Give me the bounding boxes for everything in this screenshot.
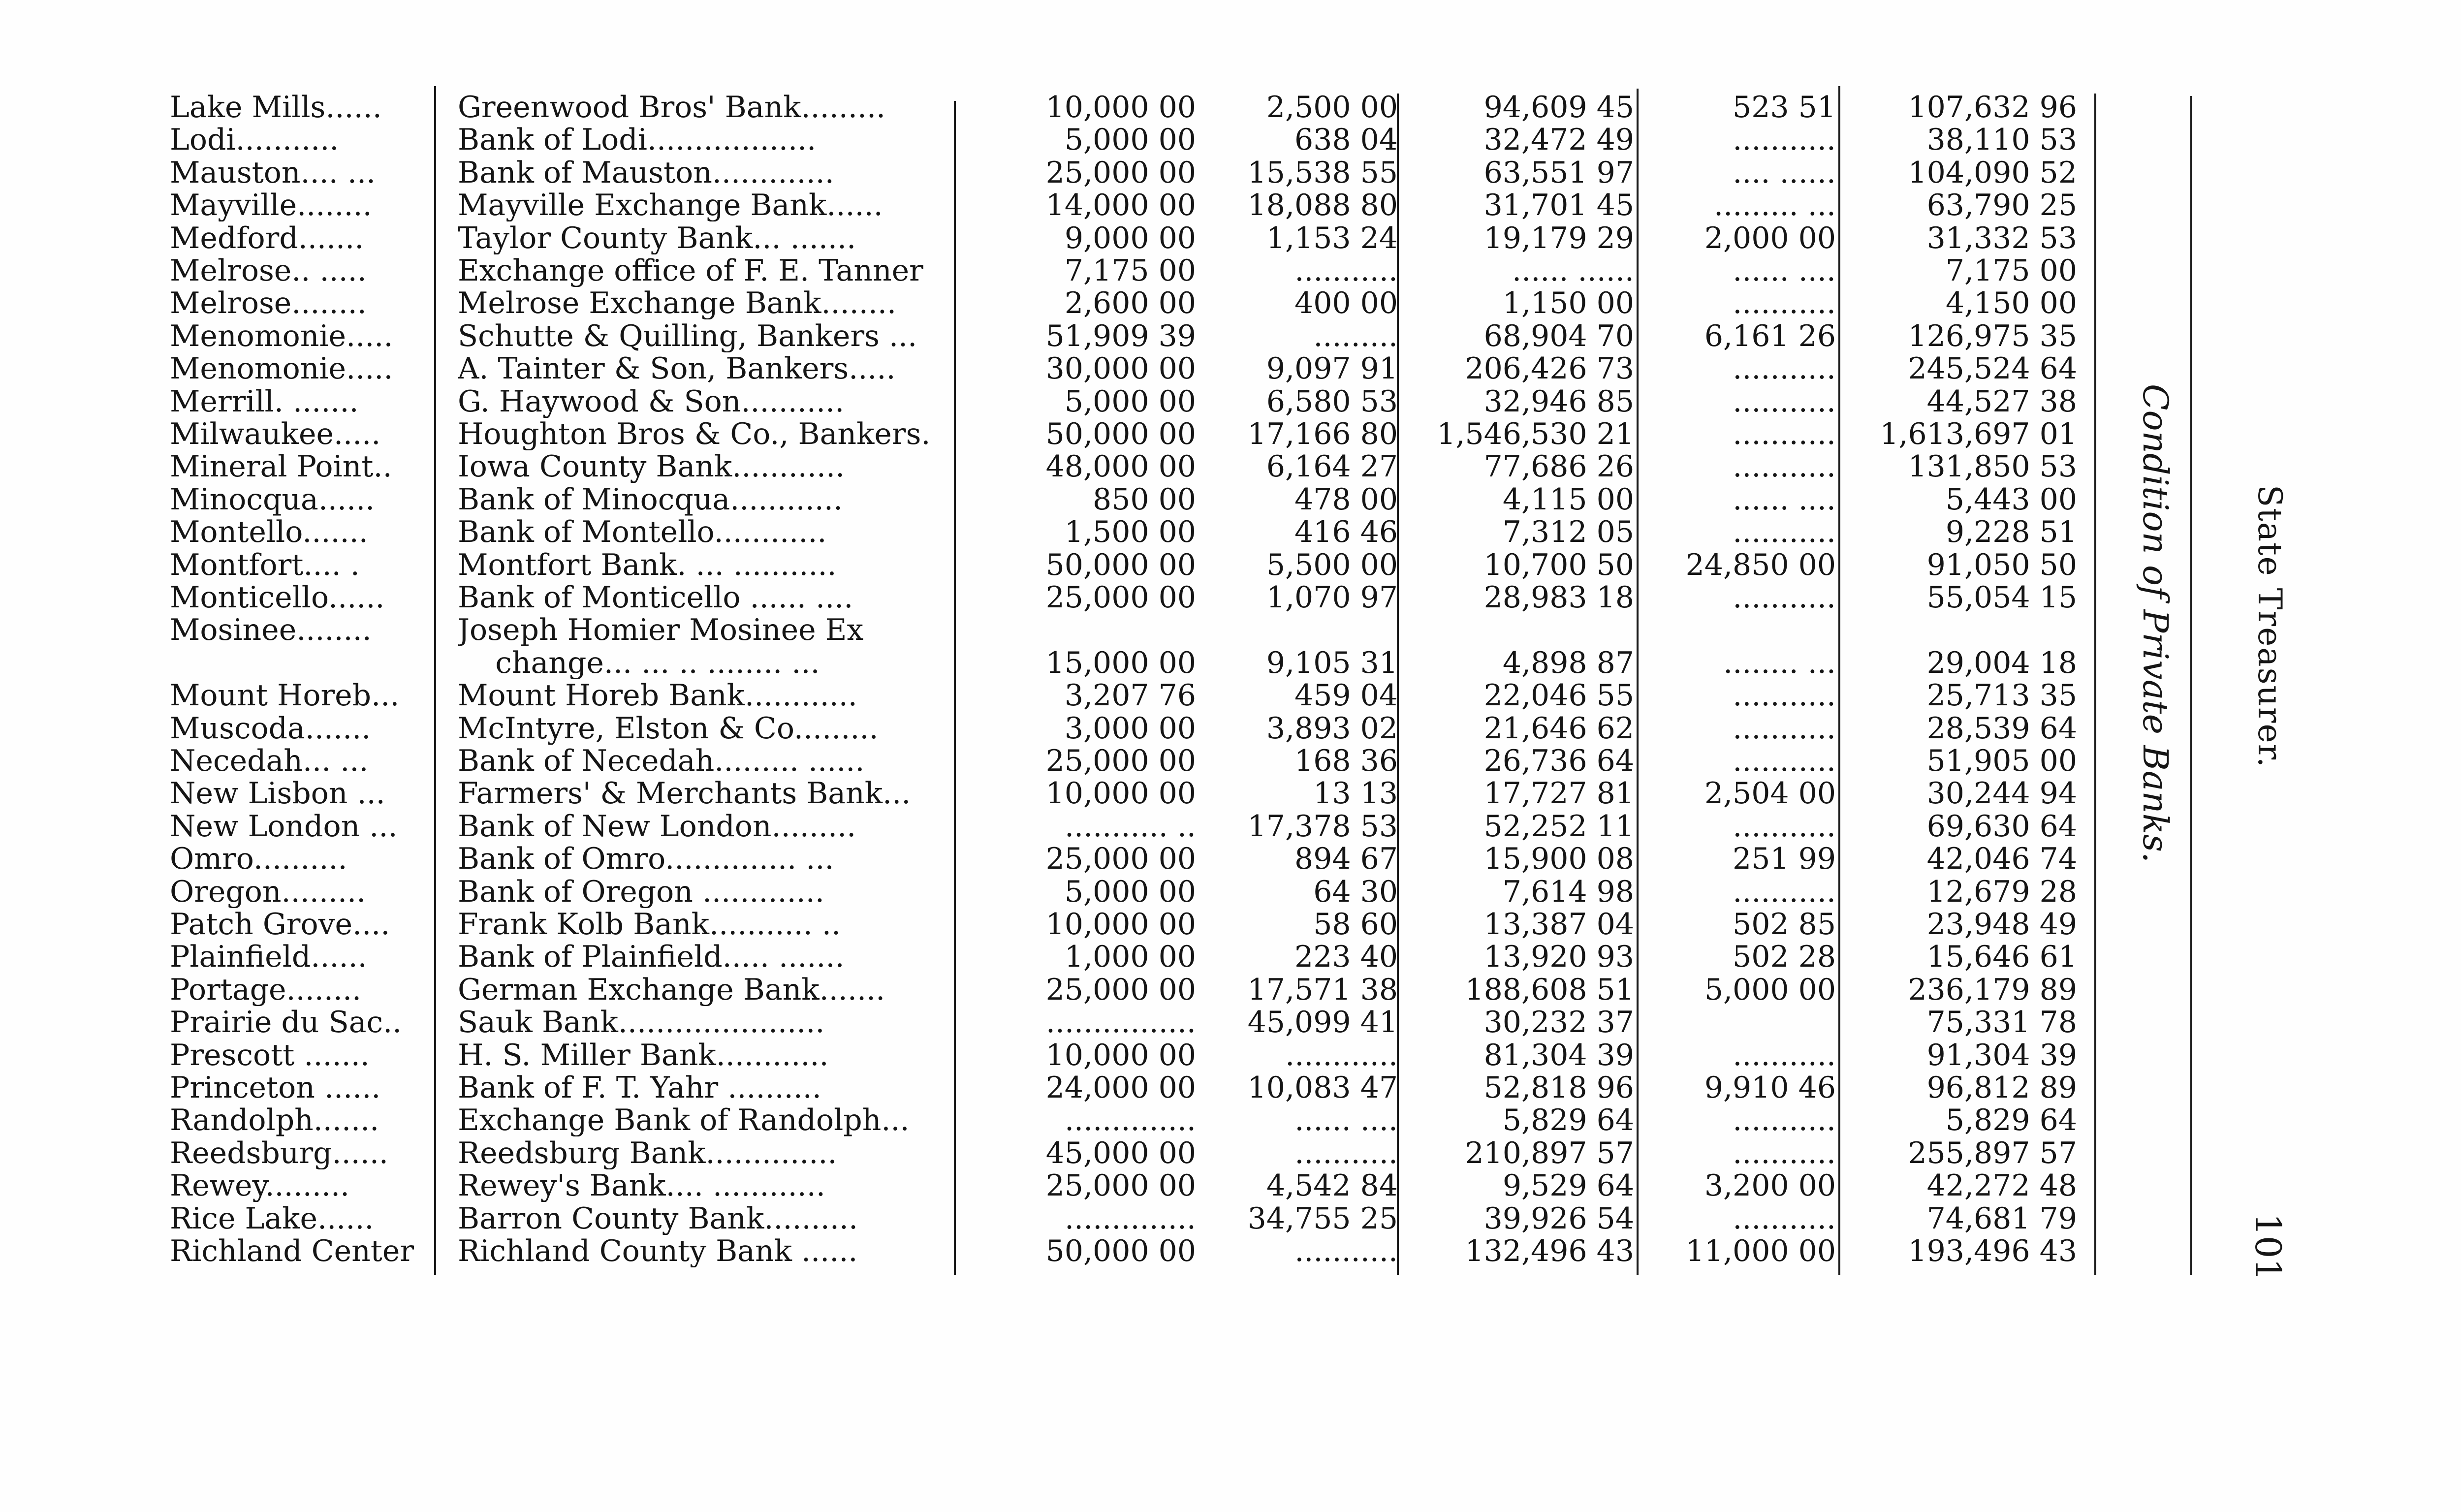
amount-col1-cell: .............. <box>1064 1103 1196 1138</box>
total-cell: 193,496 43 <box>1908 1234 2077 1268</box>
bank-name-cell: Joseph Homier Mosinee Ex <box>458 614 864 647</box>
amount-col1-cell: 9,000 00 <box>1064 220 1196 255</box>
table-row <box>0 189 2116 221</box>
amount-col4-cell: 2,000 00 <box>1704 220 1836 255</box>
amount-col4-cell: 2,504 00 <box>1704 776 1836 811</box>
total-cell: 42,272 48 <box>1926 1168 2077 1203</box>
amount-col1-cell: 14,000 00 <box>1045 188 1196 223</box>
total-cell: 31,332 53 <box>1926 220 2077 255</box>
total-cell: 30,244 94 <box>1926 776 2077 811</box>
bank-name-cell: Frank Kolb Bank........... .. <box>458 908 841 941</box>
bank-name-cell: Mount Horeb Bank............ <box>458 679 857 712</box>
table-row <box>0 941 2116 973</box>
amount-col2-cell: 3,893 02 <box>1266 711 1398 746</box>
amount-col3-cell: 26,736 64 <box>1483 744 1634 778</box>
amount-col4-cell: 11,000 00 <box>1685 1234 1836 1268</box>
amount-col2-cell: 15,538 55 <box>1247 155 1398 190</box>
bank-name-cell: Bank of F. T. Yahr .......... <box>458 1071 821 1104</box>
amount-col1-cell: 24,000 00 <box>1045 1071 1196 1105</box>
bank-name-cell: Taylor County Bank... ....... <box>458 221 856 254</box>
amount-col1-cell: 10,000 00 <box>1045 776 1196 811</box>
total-cell: 91,050 50 <box>1926 547 2077 582</box>
town-cell: Mosinee........ <box>170 614 372 647</box>
amount-col2-cell: 4,542 84 <box>1266 1168 1398 1203</box>
amount-col3-cell: 94,609 45 <box>1483 90 1634 125</box>
amount-col2-cell: 459 04 <box>1294 678 1398 713</box>
page-number: 101 <box>2247 1213 2289 1281</box>
table-row <box>0 1137 2116 1169</box>
bank-name-cell: Melrose Exchange Bank........ <box>458 287 897 320</box>
bank-name-cell: Reedsburg Bank.............. <box>458 1136 837 1169</box>
amount-col3-cell: 1,546,530 21 <box>1437 417 1634 451</box>
amount-col3-cell: 32,946 85 <box>1483 384 1634 419</box>
amount-col1-cell: 25,000 00 <box>1045 972 1196 1007</box>
table-row <box>0 1169 2116 1202</box>
total-cell: 131,850 53 <box>1908 449 2077 484</box>
amount-col4-cell: 251 99 <box>1733 842 1836 877</box>
amount-col4-cell: ........... <box>1733 1201 1836 1236</box>
total-cell: 44,527 38 <box>1926 384 2077 419</box>
amount-col1-cell: 30,000 00 <box>1045 351 1196 386</box>
amount-col1-cell: 850 00 <box>1093 482 1196 517</box>
town-cell: Patch Grove.... <box>170 908 390 941</box>
town-cell: Mineral Point.. <box>170 450 392 483</box>
amount-col4-cell: 6,161 26 <box>1704 318 1836 353</box>
amount-col4-cell: ........... <box>1733 417 1836 451</box>
bank-name-cell: G. Haywood & Son........... <box>458 385 845 418</box>
table-row <box>0 1104 2116 1136</box>
table-row <box>0 810 2116 843</box>
amount-col1-cell: 25,000 00 <box>1045 155 1196 190</box>
amount-col3-cell: 5,829 64 <box>1502 1103 1634 1138</box>
bank-name-cell: Barron County Bank.......... <box>458 1202 858 1235</box>
town-cell: Rewey......... <box>170 1169 350 1202</box>
amount-col1-cell: 25,000 00 <box>1045 580 1196 615</box>
amount-col3-cell: 77,686 26 <box>1483 449 1634 484</box>
bank-name-cell: Sauk Bank...................... <box>458 1006 825 1039</box>
amount-col4-cell: 502 85 <box>1733 907 1836 942</box>
amount-col1-cell: 1,500 00 <box>1064 515 1196 550</box>
amount-col4-cell: 3,200 00 <box>1704 1168 1836 1203</box>
table-row <box>0 483 2116 516</box>
town-cell: Reedsburg...... <box>170 1136 388 1169</box>
total-cell: 126,975 35 <box>1908 318 2077 353</box>
table-row <box>0 1235 2116 1267</box>
table-row <box>0 124 2116 156</box>
amount-col1-cell: 5,000 00 <box>1064 874 1196 909</box>
amount-col4-cell: ...... .... <box>1733 253 1836 288</box>
town-cell: Prairie du Sac.. <box>170 1006 402 1039</box>
amount-col2-cell: 223 40 <box>1294 940 1398 975</box>
amount-col4-cell: ........... <box>1733 384 1836 419</box>
amount-col2-cell: 64 30 <box>1313 874 1398 909</box>
amount-col2-cell: 1,070 97 <box>1266 580 1398 615</box>
town-cell: Necedah... ... <box>170 745 369 777</box>
table-row <box>0 777 2116 810</box>
amount-col3-cell: 32,472 49 <box>1483 123 1634 158</box>
bank-name-cell: Bank of New London......... <box>458 810 856 843</box>
amount-col2-cell: ........... <box>1294 1234 1398 1268</box>
table-row <box>0 1039 2116 1071</box>
amount-col3-cell: 4,898 87 <box>1502 645 1634 680</box>
table-row <box>0 679 2116 712</box>
table-row <box>0 418 2116 450</box>
amount-col2-cell: 45,099 41 <box>1247 1005 1398 1040</box>
amount-col1-cell: .............. <box>1064 1201 1196 1236</box>
town-cell: Melrose........ <box>170 287 367 320</box>
table-row <box>0 876 2116 908</box>
amount-col3-cell: 4,115 00 <box>1502 482 1634 517</box>
amount-col2-cell: 9,105 31 <box>1266 645 1398 680</box>
amount-col2-cell: 400 00 <box>1294 286 1398 321</box>
town-cell: Mount Horeb... <box>170 679 400 712</box>
town-cell: Randolph....... <box>170 1104 379 1137</box>
bank-name-cell: Schutte & Quilling, Bankers ... <box>458 319 917 352</box>
table-row <box>0 647 2116 679</box>
town-cell: Princeton ...... <box>170 1071 381 1104</box>
table-row <box>0 320 2116 352</box>
amount-col4-cell <box>1641 614 1836 646</box>
amount-col2-cell: 478 00 <box>1294 482 1398 517</box>
town-cell: Menomonie..... <box>170 352 393 385</box>
amount-col3-cell: ...... ...... <box>1512 253 1634 288</box>
amount-col1-cell: 25,000 00 <box>1045 744 1196 778</box>
bank-name-cell: Montfort Bank. ... ........... <box>458 548 837 581</box>
table-row <box>0 516 2116 548</box>
town-cell: New Lisbon ... <box>170 777 385 810</box>
amount-col2-cell: 638 04 <box>1294 123 1398 158</box>
amount-col3-cell: 7,614 98 <box>1502 874 1634 909</box>
total-cell: 25,713 35 <box>1926 678 2077 713</box>
total-cell: 104,090 52 <box>1908 155 2077 190</box>
bank-name-cell: Bank of Minocqua............ <box>458 483 843 516</box>
amount-col1-cell: ........... .. <box>1064 809 1196 844</box>
total-cell: 12,679 28 <box>1926 874 2077 909</box>
amount-col3-cell: 81,304 39 <box>1483 1038 1634 1072</box>
table-row <box>0 450 2116 483</box>
amount-col3-cell: 17,727 81 <box>1483 776 1634 811</box>
amount-col3-cell: 52,252 11 <box>1483 809 1634 844</box>
amount-col3-cell: 15,900 08 <box>1483 842 1634 877</box>
amount-col4-cell: ........... <box>1733 1135 1836 1170</box>
amount-col2-cell: 5,500 00 <box>1266 547 1398 582</box>
total-cell <box>1851 614 2077 646</box>
amount-col2-cell: 168 36 <box>1294 744 1398 778</box>
amount-col2-cell: 13 13 <box>1313 776 1398 811</box>
bank-name-cell: Bank of Plainfield..... ....... <box>458 941 845 974</box>
table-row <box>0 745 2116 777</box>
table-row <box>0 908 2116 941</box>
amount-col1-cell: 50,000 00 <box>1045 1234 1196 1268</box>
table-row <box>0 974 2116 1006</box>
amount-col4-cell: 5,000 00 <box>1704 972 1836 1007</box>
amount-col3-cell: 39,926 54 <box>1483 1201 1634 1236</box>
running-head: State Treasurer. <box>2251 485 2289 768</box>
amount-col2-cell: 17,571 38 <box>1247 972 1398 1007</box>
town-cell: New London ... <box>170 810 398 843</box>
town-cell: Medford....... <box>170 221 364 254</box>
amount-col3-cell <box>1408 614 1634 646</box>
header-rule <box>2190 96 2192 1275</box>
town-cell: Mayville........ <box>170 189 372 222</box>
total-cell: 75,331 78 <box>1926 1005 2077 1040</box>
amount-col4-cell: ........... <box>1733 449 1836 484</box>
amount-col2-cell: 894 67 <box>1294 842 1398 877</box>
amount-col1-cell: 48,000 00 <box>1045 449 1196 484</box>
amount-col4-cell: ........... <box>1733 123 1836 158</box>
total-cell: 107,632 96 <box>1908 90 2077 125</box>
amount-col3-cell: 132,496 43 <box>1465 1234 1634 1268</box>
amount-col3-cell: 28,983 18 <box>1483 580 1634 615</box>
table-row <box>0 385 2116 418</box>
amount-col1-cell: 1,000 00 <box>1064 940 1196 975</box>
amount-col2-cell: 17,378 53 <box>1247 809 1398 844</box>
amount-col1-cell: 10,000 00 <box>1045 907 1196 942</box>
amount-col2-cell: 9,097 91 <box>1266 351 1398 386</box>
amount-col2-cell: 58 60 <box>1313 907 1398 942</box>
bank-name-cell: Bank of Lodi.................. <box>458 124 817 157</box>
amount-col4-cell: ........... <box>1733 580 1836 615</box>
amount-col3-cell: 30,232 37 <box>1483 1005 1634 1040</box>
total-cell: 7,175 00 <box>1945 253 2077 288</box>
bank-name-cell: Greenwood Bros' Bank......... <box>458 91 886 124</box>
amount-col1-cell: 25,000 00 <box>1045 842 1196 877</box>
table-heading: Condition of Private Banks. <box>2135 384 2176 863</box>
town-cell: Minocqua...... <box>170 483 375 516</box>
table-row <box>0 222 2116 254</box>
total-cell: 15,646 61 <box>1926 940 2077 975</box>
amount-col3-cell: 68,904 70 <box>1483 318 1634 353</box>
total-cell: 1,613,697 01 <box>1880 417 2077 451</box>
amount-col4-cell: ........ ... <box>1723 645 1836 680</box>
town-cell: Lake Mills...... <box>170 91 382 124</box>
amount-col4-cell: ......... ... <box>1714 188 1836 223</box>
total-cell: 255,897 57 <box>1908 1135 2077 1170</box>
table-row <box>0 581 2116 614</box>
amount-col4-cell: ........... <box>1733 711 1836 746</box>
bank-name-cell: Richland County Bank ...... <box>458 1235 858 1267</box>
table-row <box>0 1202 2116 1235</box>
bank-name-cell: Rewey's Bank.... ............ <box>458 1169 825 1202</box>
amount-col2-cell: 6,580 53 <box>1266 384 1398 419</box>
amount-col3-cell: 21,646 62 <box>1483 711 1634 746</box>
amount-col1-cell: 10,000 00 <box>1045 90 1196 125</box>
amount-col3-cell: 13,920 93 <box>1483 940 1634 975</box>
total-cell: 55,054 15 <box>1926 580 2077 615</box>
amount-col4-cell: ........... <box>1733 1103 1836 1138</box>
total-cell: 236,179 89 <box>1908 972 2077 1007</box>
amount-col1-cell: 50,000 00 <box>1045 547 1196 582</box>
amount-col4-cell: 24,850 00 <box>1685 547 1836 582</box>
table-row <box>0 712 2116 745</box>
amount-col2-cell: ...... .... <box>1294 1103 1398 1138</box>
bank-name-cell: German Exchange Bank....... <box>458 973 885 1006</box>
amount-col3-cell: 206,426 73 <box>1465 351 1634 386</box>
table-row <box>0 1071 2116 1104</box>
amount-col3-cell: 52,818 96 <box>1483 1071 1634 1105</box>
amount-col3-cell: 210,897 57 <box>1465 1135 1634 1170</box>
amount-col4-cell: ...... .... <box>1733 482 1836 517</box>
table-row <box>0 157 2116 189</box>
bank-name-cell: Iowa County Bank............ <box>458 450 845 483</box>
bank-name-cell: Houghton Bros & Co., Bankers. <box>458 418 931 450</box>
amount-col2-cell: ........... <box>1294 1135 1398 1170</box>
total-cell: 91,304 39 <box>1926 1038 2077 1072</box>
amount-col1-cell: ................ <box>1045 1005 1196 1040</box>
amount-col1-cell: 10,000 00 <box>1045 1038 1196 1072</box>
amount-col1-cell: 3,207 76 <box>1064 678 1196 713</box>
total-cell: 245,524 64 <box>1908 351 2077 386</box>
amount-col2-cell: ............ <box>1285 1038 1398 1072</box>
amount-col4-cell: ........... <box>1733 874 1836 909</box>
town-cell: Milwaukee..... <box>170 418 381 450</box>
town-cell: Montfort.... . <box>170 548 360 581</box>
table-row <box>0 1006 2116 1039</box>
bank-name-cell: Exchange Bank of Randolph... <box>458 1104 910 1137</box>
amount-col3-cell: 188,608 51 <box>1465 972 1634 1007</box>
amount-col2-cell: 6,164 27 <box>1266 449 1398 484</box>
bank-name-cell: Farmers' & Merchants Bank... <box>458 777 911 810</box>
amount-col1-cell: 5,000 00 <box>1064 384 1196 419</box>
table-row <box>0 843 2116 875</box>
town-cell: Monticello...... <box>170 581 385 614</box>
bank-name-cell: Bank of Monticello ...... .... <box>458 581 853 614</box>
amount-col1-cell: 2,600 00 <box>1064 286 1196 321</box>
amount-col3-cell: 1,150 00 <box>1502 286 1634 321</box>
bank-name-cell: Bank of Montello............ <box>458 516 827 549</box>
amount-col2-cell: 18,088 80 <box>1247 188 1398 223</box>
town-cell: Mauston.... ... <box>170 156 376 189</box>
amount-col4-cell: ........... <box>1733 286 1836 321</box>
amount-col3-cell: 22,046 55 <box>1483 678 1634 713</box>
total-cell: 23,948 49 <box>1926 907 2077 942</box>
bank-name-cell: H. S. Miller Bank............ <box>458 1039 829 1071</box>
bank-name-cell: change... ... .. ........ ... <box>458 646 820 679</box>
amount-col2-cell: 1,153 24 <box>1266 220 1398 255</box>
town-cell: Muscoda....... <box>170 712 371 745</box>
bank-name-cell: Bank of Mauston............. <box>458 156 834 189</box>
town-cell: Menomonie..... <box>170 319 393 352</box>
amount-col1-cell: 7,175 00 <box>1064 253 1196 288</box>
amount-col1-cell: 5,000 00 <box>1064 123 1196 158</box>
amount-col4-cell: 523 51 <box>1733 90 1836 125</box>
total-cell: 69,630 64 <box>1926 809 2077 844</box>
amount-col4-cell: .... ...... <box>1733 155 1836 190</box>
amount-col2-cell: 2,500 00 <box>1266 90 1398 125</box>
amount-col4-cell: ........... <box>1733 351 1836 386</box>
amount-col2-cell: 34,755 25 <box>1247 1201 1398 1236</box>
amount-col4-cell: ........... <box>1733 515 1836 550</box>
amount-col4-cell: ........... <box>1733 809 1836 844</box>
bank-name-cell: Mayville Exchange Bank...... <box>458 189 883 222</box>
town-cell: Montello....... <box>170 516 368 549</box>
amount-col2-cell: 10,083 47 <box>1247 1071 1398 1105</box>
amount-col2-cell: ......... <box>1313 318 1398 353</box>
town-cell: Rice Lake...... <box>170 1202 374 1235</box>
amount-col4-cell <box>1641 1006 1836 1039</box>
town-cell: Prescott ....... <box>170 1039 370 1071</box>
total-cell: 51,905 00 <box>1926 744 2077 778</box>
town-cell: Richland Center <box>170 1235 414 1267</box>
table-row <box>0 352 2116 385</box>
total-cell: 29,004 18 <box>1926 645 2077 680</box>
bank-name-cell: A. Tainter & Son, Bankers..... <box>458 352 896 385</box>
total-cell: 5,829 64 <box>1945 1103 2077 1138</box>
total-cell: 9,228 51 <box>1945 515 2077 550</box>
town-cell: Oregon......... <box>170 875 366 908</box>
town-cell: Merrill. ....... <box>170 385 359 418</box>
table-row <box>0 91 2116 124</box>
table-row <box>0 614 2116 646</box>
town-cell: Portage........ <box>170 973 362 1006</box>
town-cell: Omro.......... <box>170 843 347 876</box>
amount-col2-cell: 17,166 80 <box>1247 417 1398 451</box>
total-cell: 38,110 53 <box>1926 123 2077 158</box>
amount-col3-cell: 7,312 05 <box>1502 515 1634 550</box>
bank-name-cell: Bank of Necedah......... ...... <box>458 745 865 777</box>
table-row <box>0 549 2116 581</box>
amount-col4-cell: 9,910 46 <box>1704 1071 1836 1105</box>
amount-col3-cell: 9,529 64 <box>1502 1168 1634 1203</box>
bank-name-cell: McIntyre, Elston & Co......... <box>458 712 879 745</box>
amount-col3-cell: 13,387 04 <box>1483 907 1634 942</box>
total-cell: 42,046 74 <box>1926 842 2077 877</box>
total-cell: 28,539 64 <box>1926 711 2077 746</box>
amount-col1-cell: 3,000 00 <box>1064 711 1196 746</box>
amount-col3-cell: 31,701 45 <box>1483 188 1634 223</box>
total-cell: 63,790 25 <box>1926 188 2077 223</box>
total-cell: 5,443 00 <box>1945 482 2077 517</box>
table-row <box>0 254 2116 287</box>
bank-name-cell: Exchange office of F. E. Tanner <box>458 254 923 287</box>
amount-col3-cell: 63,551 97 <box>1483 155 1634 190</box>
total-cell: 74,681 79 <box>1926 1201 2077 1236</box>
total-cell: 4,150 00 <box>1945 286 2077 321</box>
town-cell <box>170 647 436 679</box>
amount-col1-cell: 50,000 00 <box>1045 417 1196 451</box>
amount-col1-cell: 51,909 39 <box>1045 318 1196 353</box>
amount-col3-cell: 10,700 50 <box>1483 547 1634 582</box>
amount-col2-cell: 416 46 <box>1294 515 1398 550</box>
amount-col2-cell: ........... <box>1294 253 1398 288</box>
amount-col1-cell <box>957 614 1196 646</box>
bank-name-cell: Bank of Oregon ............. <box>458 875 824 908</box>
total-cell: 96,812 89 <box>1926 1071 2077 1105</box>
amount-col1-cell: 25,000 00 <box>1045 1168 1196 1203</box>
town-cell: Plainfield...... <box>170 941 367 974</box>
amount-col2-cell <box>1201 614 1398 646</box>
amount-col4-cell: ........... <box>1733 744 1836 778</box>
amount-col1-cell: 15,000 00 <box>1045 645 1196 680</box>
amount-col4-cell: ........... <box>1733 1038 1836 1072</box>
amount-col4-cell: 502 28 <box>1733 940 1836 975</box>
amount-col1-cell: 45,000 00 <box>1045 1135 1196 1170</box>
town-cell: Melrose.. ..... <box>170 254 367 287</box>
amount-col3-cell: 19,179 29 <box>1483 220 1634 255</box>
bank-name-cell: Bank of Omro.............. ... <box>458 843 834 876</box>
amount-col4-cell: ........... <box>1733 678 1836 713</box>
table-row <box>0 287 2116 319</box>
town-cell: Lodi........... <box>170 124 339 157</box>
